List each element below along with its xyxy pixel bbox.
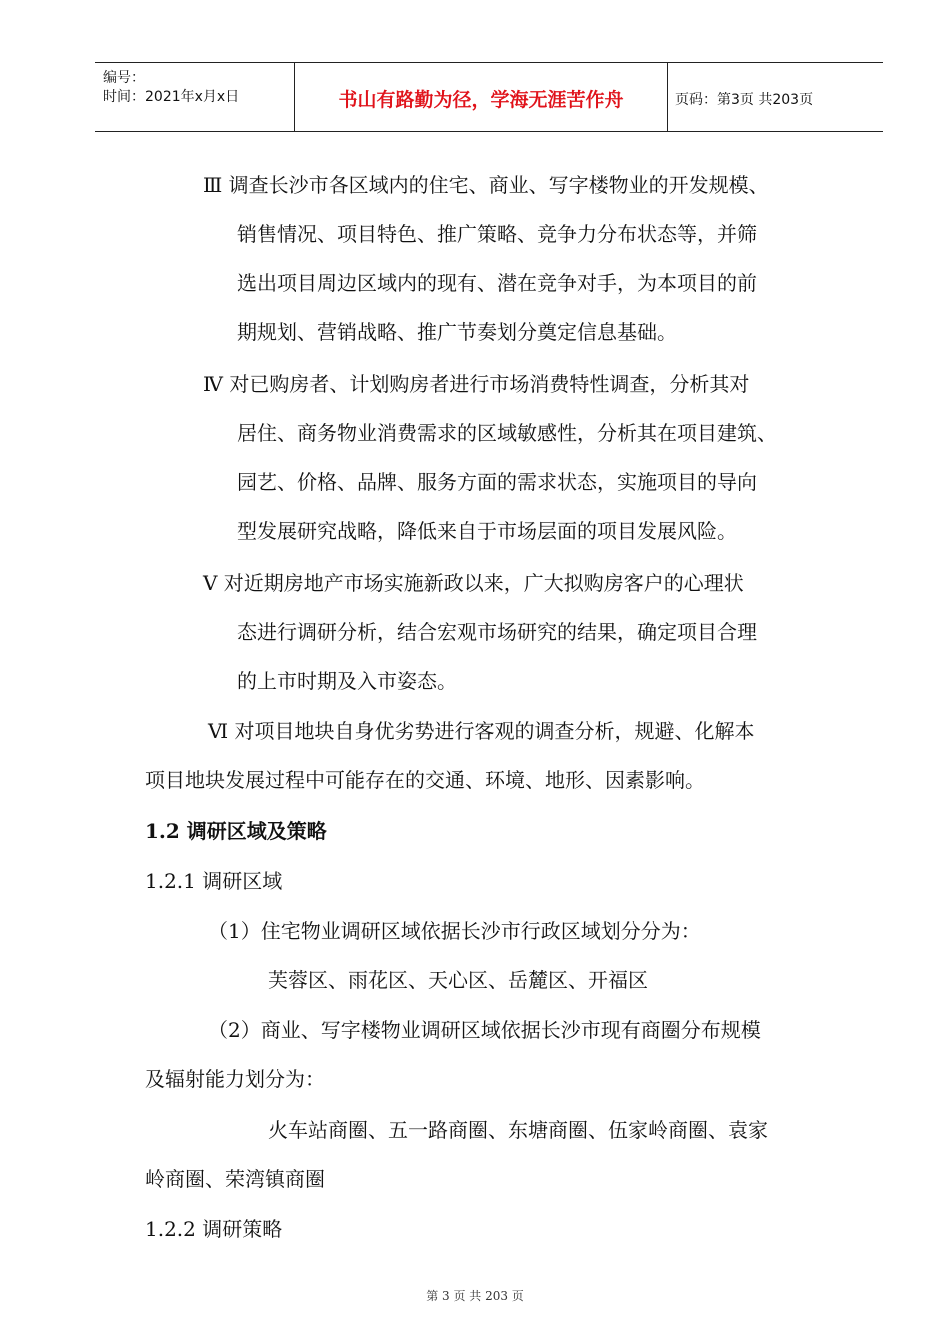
- commercial-circles-line-1: 火车站商圈、五一路商圈、东塘商圈、伍家岭商圈、袁家: [268, 1118, 768, 1142]
- item-3-line-4: 期规划、营销战略、推广节奏划分奠定信息基础。: [237, 320, 677, 344]
- item-6-line-1: Ⅵ 对项目地块自身优劣势进行客观的调查分析，规避、化解本: [208, 719, 755, 743]
- item-4-line-1: Ⅳ 对已购房者、计划购房者进行市场消费特性调查，分析其对: [203, 372, 750, 396]
- header-motto-cell: [294, 63, 668, 131]
- section-heading-1-2: 1.2 调研区域及策略: [145, 819, 327, 843]
- page-header: [95, 62, 883, 132]
- header-motto: 书山有路勤为径，学海无涯苦作舟: [338, 89, 624, 111]
- page-footer: 第 3 页 共 203 页: [426, 1289, 524, 1303]
- item-5-line-2: 态进行调研分析，结合宏观市场研究的结果，确定项目合理: [237, 620, 757, 644]
- document-date: 时间：2021年x月x日: [103, 89, 240, 105]
- document-number-label: 编号：: [103, 70, 145, 86]
- residential-intro: （1）住宅物业调研区域依据长沙市行政区域划分分为：: [208, 919, 701, 943]
- item-3-line-3: 选出项目周边区域内的现有、潜在竞争对手，为本项目的前: [237, 271, 757, 295]
- header-meta: [95, 63, 294, 131]
- header-page-code: 页码：第3页 共203页: [675, 92, 814, 108]
- residential-districts: 芙蓉区、雨花区、天心区、岳麓区、开福区: [268, 968, 648, 992]
- commercial-intro-line-2: 及辐射能力划分为：: [145, 1067, 325, 1091]
- item-5-line-1: Ⅴ 对近期房地产市场实施新政以来，广大拟购房客户的心理状: [203, 571, 744, 595]
- item-4-line-4: 型发展研究战略，降低来自于市场层面的项目发展风险。: [237, 519, 737, 543]
- section-heading-1-2-1: 1.2.1 调研区域: [145, 869, 283, 893]
- commercial-intro-line-1: （2）商业、写字楼物业调研区域依据长沙市现有商圈分布规模: [208, 1018, 761, 1042]
- item-3-line-2: 销售情况、项目特色、推广策略、竞争力分布状态等，并筛: [237, 222, 757, 246]
- item-3-line-1: Ⅲ 调查长沙市各区域内的住宅、商业、写字楼物业的开发规模、: [203, 173, 769, 197]
- item-4-line-3: 园艺、价格、品牌、服务方面的需求状态，实施项目的导向: [237, 470, 757, 494]
- header-page-cell: [667, 63, 883, 131]
- section-heading-1-2-2: 1.2.2 调研策略: [145, 1217, 283, 1241]
- item-4-line-2: 居住、商务物业消费需求的区域敏感性，分析其在项目建筑、: [237, 421, 777, 445]
- commercial-circles-line-2: 岭商圈、荣湾镇商圈: [145, 1167, 325, 1191]
- item-6-line-2: 项目地块发展过程中可能存在的交通、环境、地形、因素影响。: [145, 768, 705, 792]
- item-5-line-3: 的上市时期及入市姿态。: [237, 669, 457, 693]
